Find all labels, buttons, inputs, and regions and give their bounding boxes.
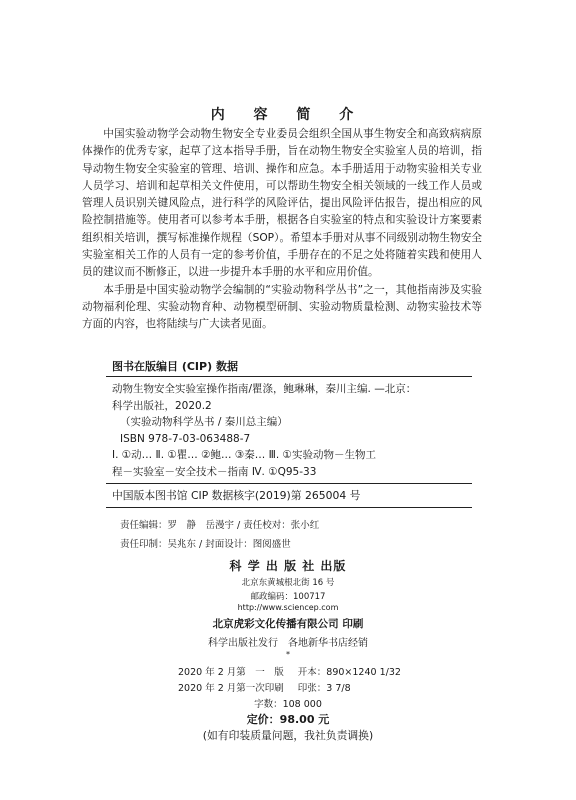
cip-line: （实验动物科学丛书 / 秦川总主编） — [120, 416, 288, 428]
printing-credits: 责任印制：吴兆东 / 封面设计：图阅盛世 — [120, 539, 291, 550]
separator-star: * — [286, 650, 290, 659]
content-summary — [82, 126, 482, 334]
quality-notice: (如有印装质量问题，我社负责调换) — [202, 729, 374, 742]
price: 定价：98.00 元 — [246, 713, 330, 726]
printing-row — [178, 680, 478, 694]
divider — [106, 376, 472, 377]
edition-text: 2020 年 2 月第 一 版 — [178, 667, 284, 678]
cip-heading: 图书在版编目 (CIP) 数据 — [112, 360, 238, 373]
summary-paragraph-1: 中国实验动物学会动物生物安全专业委员会组织全国从事生物安全和高致病病原体操作的优秀专家，起草了这本指导手册，旨在动物生物安全实验室人员的培训，指导动物生物安全实验室的管理、培训、操作和应急。本手册适用于动物实验相关专业人员学习、培训和起草相关文件使用，可以帮助生物安全相关领域的一线工作人员或管理人员识别关键风险点，进行科学的风险评估，提出风险评估报告，提出相应的风险控制措施等。使用者可以参考本手册，根据各自实验室的特点和实验设计方案要素组织相关培训，撰写标准操作规程（SOP）。希望本手册对从事不同级别动物生物安全实验室相关工作的人员有一定的参考价值，手册存在的不足之处将随着实践和使用人员的建议而不断修正，以进一步提升本手册的水平和应用价值。 — [82, 128, 482, 279]
cip-number: 中国版本图书馆 CIP 数据核字(2019)第 265004 号 — [112, 489, 361, 502]
editor-credits: 责任编辑：罗 静 岳漫宇 / 责任校对：张小红 — [120, 520, 320, 531]
cip-record — [112, 381, 472, 480]
publisher-website: http://www.sciencep.com — [237, 603, 339, 612]
distribution-line: 科学出版社发行 各地新华书店经销 — [208, 638, 368, 649]
edition-row — [178, 664, 478, 678]
cip-line: 科学出版社，2020.2 — [112, 399, 212, 412]
page-title: 内 容 简 介 — [210, 107, 366, 123]
publisher-postcode: 邮政编码：100717 — [250, 592, 326, 602]
divider — [106, 507, 472, 508]
isbn: ISBN 978-7-03-063488-7 — [120, 432, 251, 445]
word-count: 字数：108 000 — [254, 699, 322, 710]
summary-paragraph-2: 本手册是中国实验动物学会编制的“实验动物科学丛书”之一，其他指南涉及实验动物福利伦理、实验动物育种、动物模型研制、实验动物质量检测、动物实验技术等方面的内容，也将陆续与广大读者见面。 — [82, 283, 482, 331]
printing-text: 2020 年 2 月第一次印刷 — [178, 683, 284, 694]
publisher-name: 科 学 出 版 社 出版 — [229, 559, 347, 573]
publisher-address: 北京东黄城根北街 16 号 — [241, 578, 335, 588]
printer-name: 北京虎彩文化传播有限公司 印刷 — [212, 618, 364, 630]
cip-line: 程－实验室－安全技术－指南 Ⅳ. ①Q95-33 — [112, 465, 317, 478]
sheets-text: 印张：3 7/8 — [297, 683, 351, 694]
format-text: 开本：890×1240 1/32 — [297, 667, 401, 678]
cip-line: Ⅰ. ①动… Ⅱ. ①瞿… ②鲍… ③秦… Ⅲ. ①实验动物－生物工 — [112, 449, 376, 461]
divider — [106, 483, 472, 484]
cip-line: 动物生物安全实验室操作指南/瞿涤，鲍琳琳，秦川主编. —北京： — [112, 383, 417, 395]
